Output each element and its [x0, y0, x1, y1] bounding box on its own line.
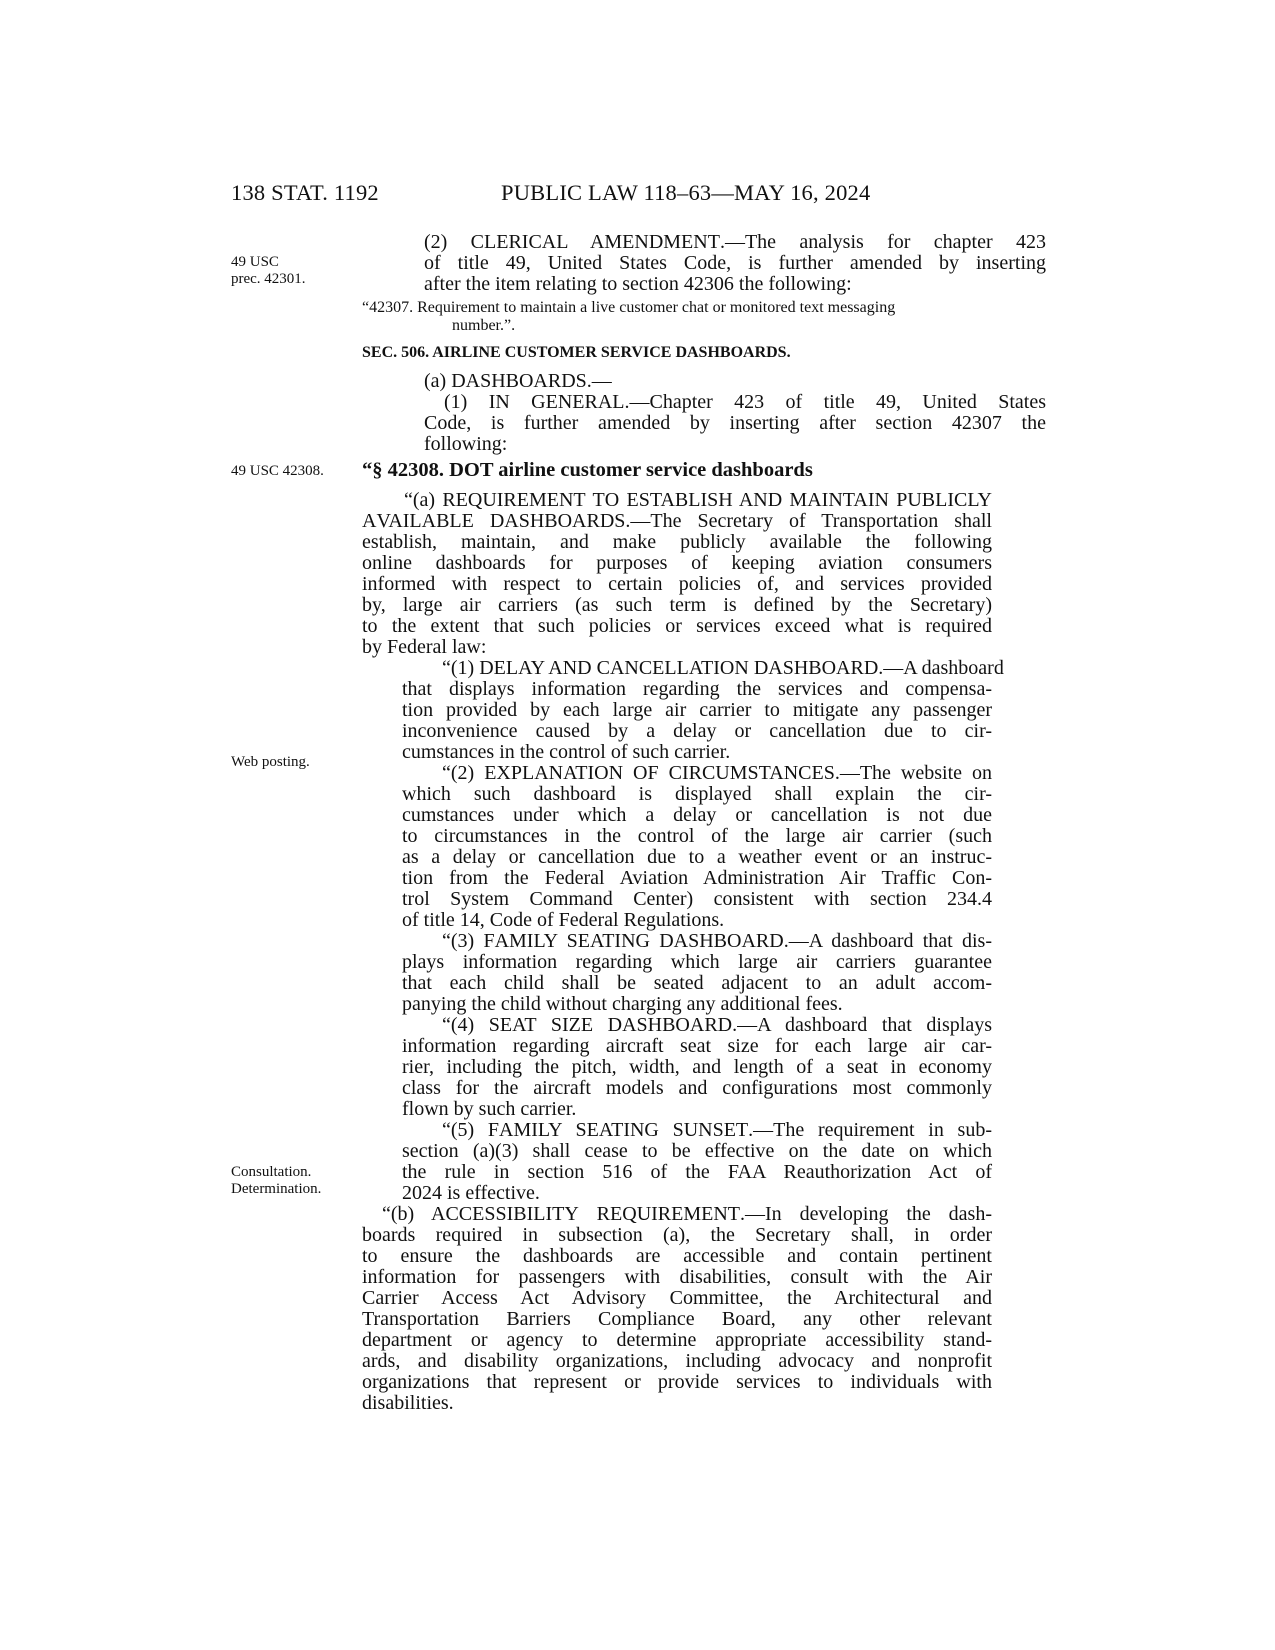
text-run: .—A dashboard that dis- — [783, 930, 992, 952]
text-line: of title 49, United States Code, is further amended by inserting — [424, 252, 1046, 274]
text-line: number.”. — [452, 317, 516, 334]
text-run: information for passengers with disabilities, consult with the Air — [362, 1266, 992, 1288]
text-run: to ensure the dashboards are accessible and contain pertinent — [362, 1245, 992, 1267]
text-line — [362, 1225, 992, 1246]
text-line — [362, 1162, 992, 1183]
text-line — [362, 721, 992, 742]
text-line — [362, 1183, 992, 1204]
text-run: boards required in subsection (a), the Secretary shall, in order — [362, 1224, 992, 1246]
text-run: rier, including the pitch, width, and length of a seat in economy — [402, 1056, 992, 1078]
text-run: “(a) R — [404, 489, 456, 511]
text-line — [382, 392, 1046, 413]
text-run: inconvenience caused by a delay or cancellation due to cir- — [402, 720, 992, 742]
text-run: .—A dashboard — [878, 657, 1004, 679]
para-label: (a) D — [424, 370, 466, 392]
text-run: organizations that represent or provide services to individuals with — [362, 1371, 992, 1393]
text-run: .—The requirement in sub- — [748, 1119, 992, 1141]
small-caps-text: VAILABLE — [376, 510, 474, 532]
text-run: that displays information regarding the services and compensa- — [402, 678, 992, 700]
text-run: informed with respect to certain policies of, and services provided — [362, 573, 992, 595]
text-run: ards, and disability organizations, including advocacy and nonprofit — [362, 1350, 992, 1372]
text-line — [362, 679, 992, 700]
text-run: by, large air carriers (as such term is defined by the Secretary) — [362, 594, 992, 616]
small-caps-text: AINTAIN — [807, 489, 889, 511]
small-caps-text: EQUIREMENT — [455, 489, 586, 511]
text-run: “(3) F — [442, 930, 495, 952]
margin-note-line: prec. 42301. — [231, 271, 306, 287]
text-line — [362, 973, 992, 994]
text-line: following: — [424, 433, 508, 455]
clerical-amendment — [382, 232, 1046, 295]
text-run: online dashboards for purposes of keeping aviation consumers — [362, 552, 992, 574]
text-run: tion from the Federal Aviation Administration Air Traffic Con- — [402, 867, 992, 889]
small-caps-text: EAT SIZE DASHBOARD — [499, 1014, 733, 1036]
text-run: T — [585, 489, 605, 511]
text-line — [362, 657, 1004, 679]
text-run: Transportation Barriers Compliance Board, any other relevant — [362, 1308, 992, 1330]
text-run: that each child shall be seated adjacent to an adult accom- — [402, 972, 992, 994]
text-line — [382, 232, 1046, 253]
text-run: section (a)(3) shall cease to be effective on the date on which — [402, 1140, 992, 1162]
section-heading-506: SEC. 506. AIRLINE CUSTOMER SERVICE DASHBOARDS. — [362, 344, 791, 361]
text-run: by Federal law: — [362, 636, 487, 658]
small-caps-text: AMILY SEATING SUNSET — [499, 1119, 749, 1141]
text-run: .—A dashboard that displays — [732, 1014, 992, 1036]
text-run: establish, maintain, and make publicly available the following — [362, 531, 992, 553]
text-run: cumstances under which a delay or cancellation is not due — [402, 804, 992, 826]
text-run: .—The Secretary of Transportation shall — [625, 510, 992, 532]
text-line — [362, 574, 992, 595]
para-label: (1) I — [444, 391, 496, 413]
text-line — [362, 1246, 992, 1267]
small-caps-text: XPLANATION OF CIRCUMSTANCES — [496, 762, 835, 784]
text-line — [362, 826, 992, 847]
text-line — [362, 1057, 992, 1078]
table-of-sections-item — [362, 299, 1046, 335]
small-caps-text: STABLISH AND — [638, 489, 783, 511]
text-run: “(2) E — [442, 762, 497, 784]
text-run: “(4) S — [442, 1014, 500, 1036]
text-line — [362, 1141, 992, 1162]
text-line — [362, 1309, 992, 1330]
text-line — [362, 532, 992, 553]
paragraph-b — [362, 1204, 992, 1414]
text-run: class for the aircraft models and configurations most commonly — [402, 1077, 992, 1099]
text-line — [362, 763, 992, 784]
margin-note-line: 49 USC — [231, 254, 279, 270]
text-run: flown by such carrier. — [402, 1098, 577, 1120]
page-stat-citation: 138 STAT. 1192 — [231, 180, 379, 205]
text-run: to circumstances in the control of the large air carrier (such — [402, 825, 992, 847]
text-line — [362, 742, 992, 763]
text-line — [362, 931, 992, 952]
text-run: E — [619, 489, 639, 511]
small-caps-text: AMILY SEATING DASHBOARD — [494, 930, 784, 952]
text-line — [362, 1267, 992, 1288]
small-caps-text: UBLICLY — [907, 489, 992, 511]
text-line — [362, 595, 992, 616]
text-run: D — [473, 510, 505, 532]
text-run: as a delay or cancellation due to a weather event or an instruc- — [402, 846, 992, 868]
para-text: .—The analysis for chapter 423 — [719, 231, 1046, 253]
text-run: trol System Command Center) consistent with section 234.4 — [402, 888, 992, 910]
text-line — [382, 371, 1046, 392]
text-line — [362, 1204, 992, 1225]
text-line — [362, 952, 992, 973]
margin-note-line: Consultation. — [231, 1164, 312, 1180]
small-caps-text: O — [604, 489, 620, 511]
text-line — [362, 1330, 992, 1351]
margin-note-line: Determination. — [231, 1181, 322, 1197]
paragraph-p2 — [362, 763, 992, 931]
text-line — [362, 1099, 992, 1120]
small-caps-text: ASHBOARDS — [504, 510, 626, 532]
para-text: .— — [586, 370, 612, 392]
small-caps-text: EQUIREMENT — [610, 1203, 741, 1225]
text-run: “(5) F — [442, 1119, 500, 1141]
text-run: disabilities. — [362, 1392, 454, 1414]
para-heading: LERICAL AMENDMENT — [484, 231, 720, 253]
text-run: P — [888, 489, 908, 511]
text-run: tion provided by each large air carrier to mitigate any passenger — [402, 699, 992, 721]
text-run: 2024 is effective. — [402, 1182, 540, 1204]
text-line — [362, 1015, 992, 1036]
text-run: plays information regarding which large air carriers guarantee — [402, 951, 992, 973]
text-line — [362, 637, 992, 658]
text-run: cumstances in the control of such carrier. — [402, 741, 731, 763]
paragraph-p5 — [362, 1120, 992, 1204]
text-line: after the item relating to section 42306 the following: — [424, 273, 852, 295]
para-heading: ASHBOARDS — [465, 370, 587, 392]
text-run: M — [782, 489, 808, 511]
sec506-subsection-a — [382, 371, 1046, 455]
text-line — [362, 994, 992, 1015]
text-run: A — [362, 510, 377, 532]
text-run: panying the child without charging any additional fees. — [402, 993, 843, 1015]
text-line — [362, 1351, 992, 1372]
text-run: “(1) D — [442, 657, 494, 679]
text-line — [362, 889, 992, 910]
para-heading: N GENERAL — [495, 391, 625, 413]
text-run: to the extent that such policies or services exceed what is required — [362, 615, 992, 637]
margin-note-usc-prec — [231, 254, 361, 288]
text-line — [362, 910, 992, 931]
text-line — [362, 1372, 992, 1393]
text-line — [362, 868, 992, 889]
text-line — [362, 805, 992, 826]
paragraph-p3 — [362, 931, 992, 1015]
text-run: .—The website on — [834, 762, 992, 784]
margin-note-consultation — [231, 1164, 361, 1198]
text-run: Carrier Access Act Advisory Committee, the Architectural and — [362, 1287, 992, 1309]
text-line — [362, 784, 992, 805]
text-run: of title 14, Code of Federal Regulations. — [402, 909, 725, 931]
small-caps-text: ELAY AND CANCELLATION DASHBOARD — [493, 657, 879, 679]
page-law-header: PUBLIC LAW 118–63—MAY 16, 2024 — [501, 180, 871, 205]
text-line — [362, 847, 992, 868]
margin-note-web-posting: Web posting. — [231, 754, 310, 770]
text-line — [362, 700, 992, 721]
text-line: Code, is further amended by inserting after section 42307 the — [424, 412, 1046, 434]
text-line — [362, 1288, 992, 1309]
margin-note-usc-42308: 49 USC 42308. — [231, 463, 324, 479]
text-run: R — [578, 1203, 611, 1225]
text-line — [362, 1036, 992, 1057]
para-label: (2) C — [424, 231, 485, 253]
small-caps-text: CCESSIBILITY — [445, 1203, 579, 1225]
text-run: information regarding aircraft seat size for each large air car- — [402, 1035, 992, 1057]
text-run: .—In developing the dash- — [740, 1203, 992, 1225]
text-run: department or agency to determine appropriate accessibility stand- — [362, 1329, 992, 1351]
text-line — [362, 616, 992, 637]
text-line: “42307. Requirement to maintain a live customer chat or monitored text messaging — [362, 299, 896, 316]
text-line — [362, 1393, 992, 1414]
text-line — [362, 1120, 992, 1141]
section-heading-42308: “§ 42308. DOT airline customer service dashboards — [362, 459, 813, 481]
text-line — [362, 511, 992, 532]
text-line — [362, 490, 992, 511]
section-42308-body — [362, 489, 1004, 1414]
text-line — [362, 1078, 992, 1099]
paragraph-p4 — [362, 1015, 992, 1120]
text-run: the rule in section 516 of the FAA Reauthorization Act of — [402, 1161, 992, 1183]
text-run: which such dashboard is displayed shall explain the cir- — [402, 783, 992, 805]
para-text: .—Chapter 423 of title 49, United States — [624, 391, 1047, 413]
text-line — [362, 553, 992, 574]
paragraph-p1 — [362, 657, 1004, 763]
paragraph-a — [362, 490, 992, 658]
text-run: “(b) A — [382, 1203, 446, 1225]
